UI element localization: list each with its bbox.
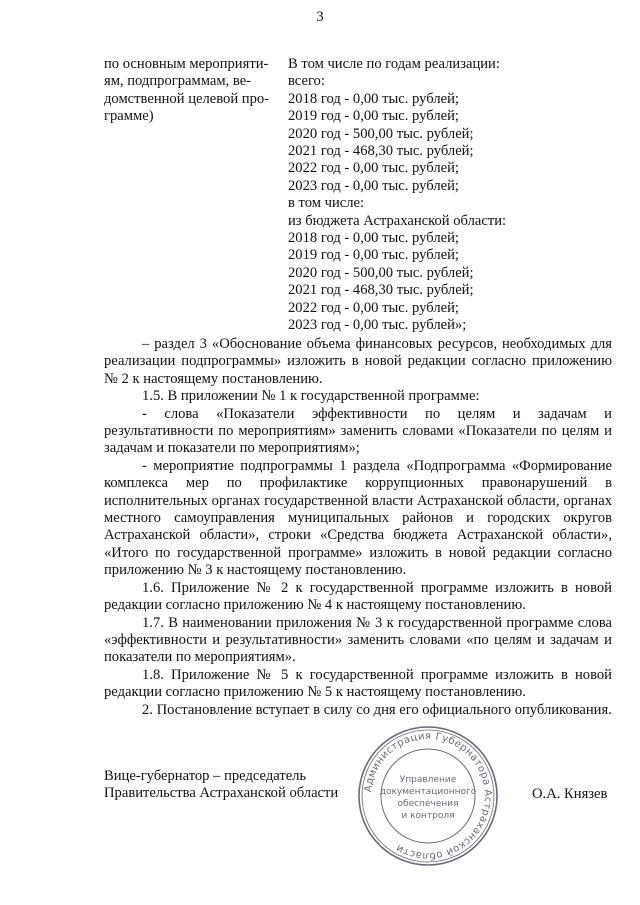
paragraph-words-replace: - слова «Показатели эффективности по целям и задачам и результативности по мероприятиям» заменить словами «Показатели по целям и задачам и показатели по мероприятиям»; (104, 405, 612, 457)
funding-line: 2019 год - 0,00 тыс. рублей; (288, 108, 459, 125)
funding-line: 2020 год - 500,00 тыс. рублей; (288, 125, 474, 142)
signatory-name: О.А. Князев (532, 786, 608, 802)
paragraph-section-3: – раздел 3 «Обоснование объема финансовых ресурсов, необходимых для реализации подпрограммы» изложить в новой редакции согласно приложению № 2 к настоящему постановлению. (104, 336, 612, 387)
paragraph-1-8: 1.8. Приложение № 5 к государственной программе изложить в новой редакции согласно приложению № 5 к настоящему постановлению. (104, 666, 612, 701)
paragraph-1-6: 1.6. Приложение № 2 к государственной программе изложить в новой редакции согласно приложению № 4 к настоящему постановлению. (104, 579, 612, 614)
table-left-cell (104, 56, 282, 126)
paragraph-2-effective: 2. Постановление вступает в силу со дня его официального опубликования. (142, 701, 612, 718)
svg-text:обеспечения: обеспечения (397, 799, 459, 809)
signatory-position (104, 768, 384, 803)
funding-line: в том числе: (288, 195, 365, 212)
funding-line: 2023 год - 0,00 тыс. рублей; (288, 177, 459, 194)
funding-line: из бюджета Астраханской области: (288, 212, 507, 229)
funding-line: всего: (288, 73, 325, 90)
funding-line: 2021 год - 468,30 тыс. рублей; (288, 282, 474, 299)
official-seal (356, 724, 500, 868)
paragraph-1-7: 1.7. В наименовании приложения № 3 к государственной программе слова «эффективности и результативности» заменить словами «по целям и задачам и показатели по мероприятиям». (104, 614, 612, 666)
funding-line: 2022 год - 0,00 тыс. рублей; (288, 160, 459, 177)
page-number: 3 (316, 9, 324, 25)
funding-line: 2019 год - 0,00 тыс. рублей; (288, 247, 459, 264)
funding-line: 2023 год - 0,00 тыс. рублей»; (288, 317, 467, 334)
table-right-cell (288, 56, 618, 335)
funding-line: 2022 год - 0,00 тыс. рублей; (288, 299, 459, 316)
left-cell-line: домственной целевой про- (104, 90, 270, 107)
paragraph-1-5: 1.5. В приложении № 1 к государственной программе: (142, 388, 480, 405)
position-line: Правительства Астраханской области (104, 785, 339, 802)
body-text (104, 336, 612, 719)
funding-line: 2018 год - 0,00 тыс. рублей; (288, 90, 459, 107)
funding-line: В том числе по годам реализации: (288, 56, 500, 72)
paragraph-subprogram-event: - мероприятие подпрограммы 1 раздела «Подпрограмма «Формирование комплекса мер по профилактике коррупционных правонарушений в исполнительных органах государственной власти Астраханской области, органах местного самоуправления муниципальных районов и городских округов Астраханской области», строки «Средства бюджета Астраханской области», «Итого по государственной программе» изложить в новой редакции согласно приложению № 3 к настоящему постановлению. (104, 457, 612, 579)
svg-text:и контроля: и контроля (401, 811, 455, 821)
funding-line: 2021 год - 468,30 тыс. рублей; (288, 143, 474, 160)
left-cell-line: грамме) (104, 108, 154, 125)
position-line: Вице-губернатор – председатель (104, 768, 307, 784)
funding-line: 2018 год - 0,00 тыс. рублей; (288, 230, 459, 247)
svg-text:Управление: Управление (399, 775, 457, 785)
svg-text:Администрация Губернатора Астр: Администрация Губернатора Астраханской области (363, 730, 494, 862)
svg-text:документационного: документационного (379, 787, 477, 797)
left-cell-line: по основным мероприяти- (104, 56, 269, 72)
funding-line: 2020 год - 500,00 тыс. рублей; (288, 264, 474, 281)
left-cell-line: ям, подпрограммам, ве- (104, 73, 252, 90)
